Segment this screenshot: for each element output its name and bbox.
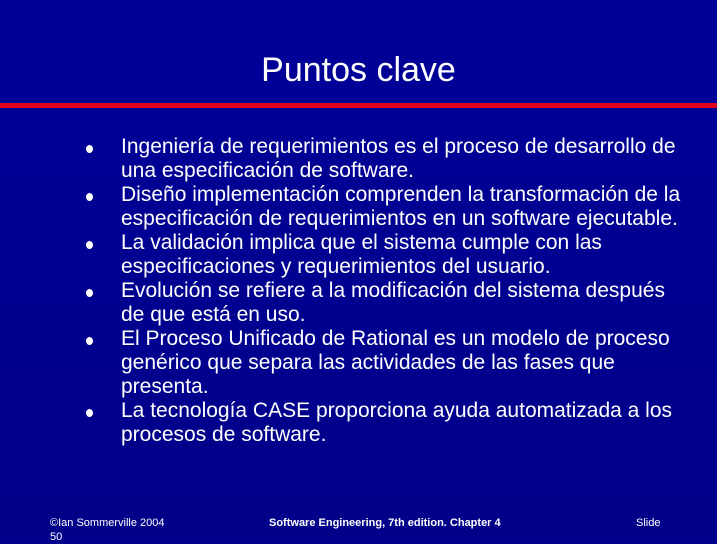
slide-footer — [0, 516, 717, 543]
footer-slide-label: Slide — [636, 517, 661, 529]
footer-copyright: ©Ian Sommerville 2004 — [50, 517, 165, 529]
bullet-item — [0, 279, 717, 327]
bullet-icon — [86, 289, 93, 297]
bullet-list — [0, 135, 717, 447]
bullet-icon — [86, 241, 93, 249]
bullet-icon — [86, 337, 93, 345]
bullet-icon — [86, 145, 93, 153]
title-divider — [0, 103, 717, 108]
bullet-item — [0, 135, 717, 183]
bullet-item — [0, 399, 717, 447]
bullet-item — [0, 183, 717, 231]
footer-book-title: Software Engineering, 7th edition. Chapter 4 — [269, 517, 501, 529]
bullet-text: Ingeniería de requerimientos es el proceso de desarrollo de una especificación de software. — [121, 135, 676, 182]
bullet-icon — [86, 409, 93, 417]
bullet-text: El Proceso Unificado de Rational es un modelo de proceso genérico que separa las actividades de las fases que presenta. — [121, 327, 670, 398]
bullet-icon — [86, 193, 93, 201]
bullet-text: La validación implica que el sistema cumple con las especificaciones y requerimientos del usuario. — [121, 231, 602, 278]
slide-title: Puntos clave — [261, 51, 456, 89]
bullet-item — [0, 231, 717, 279]
bullet-text: Diseño implementación comprenden la transformación de la especificación de requerimientos en un software ejecutable. — [121, 183, 681, 230]
footer-slide-number: 50 — [50, 531, 63, 543]
bullet-text: Evolución se refiere a la modificación del sistema después de que está en uso. — [121, 279, 665, 326]
bullet-text: La tecnología CASE proporciona ayuda automatizada a los procesos de software. — [121, 399, 673, 446]
bullet-item — [0, 327, 717, 399]
